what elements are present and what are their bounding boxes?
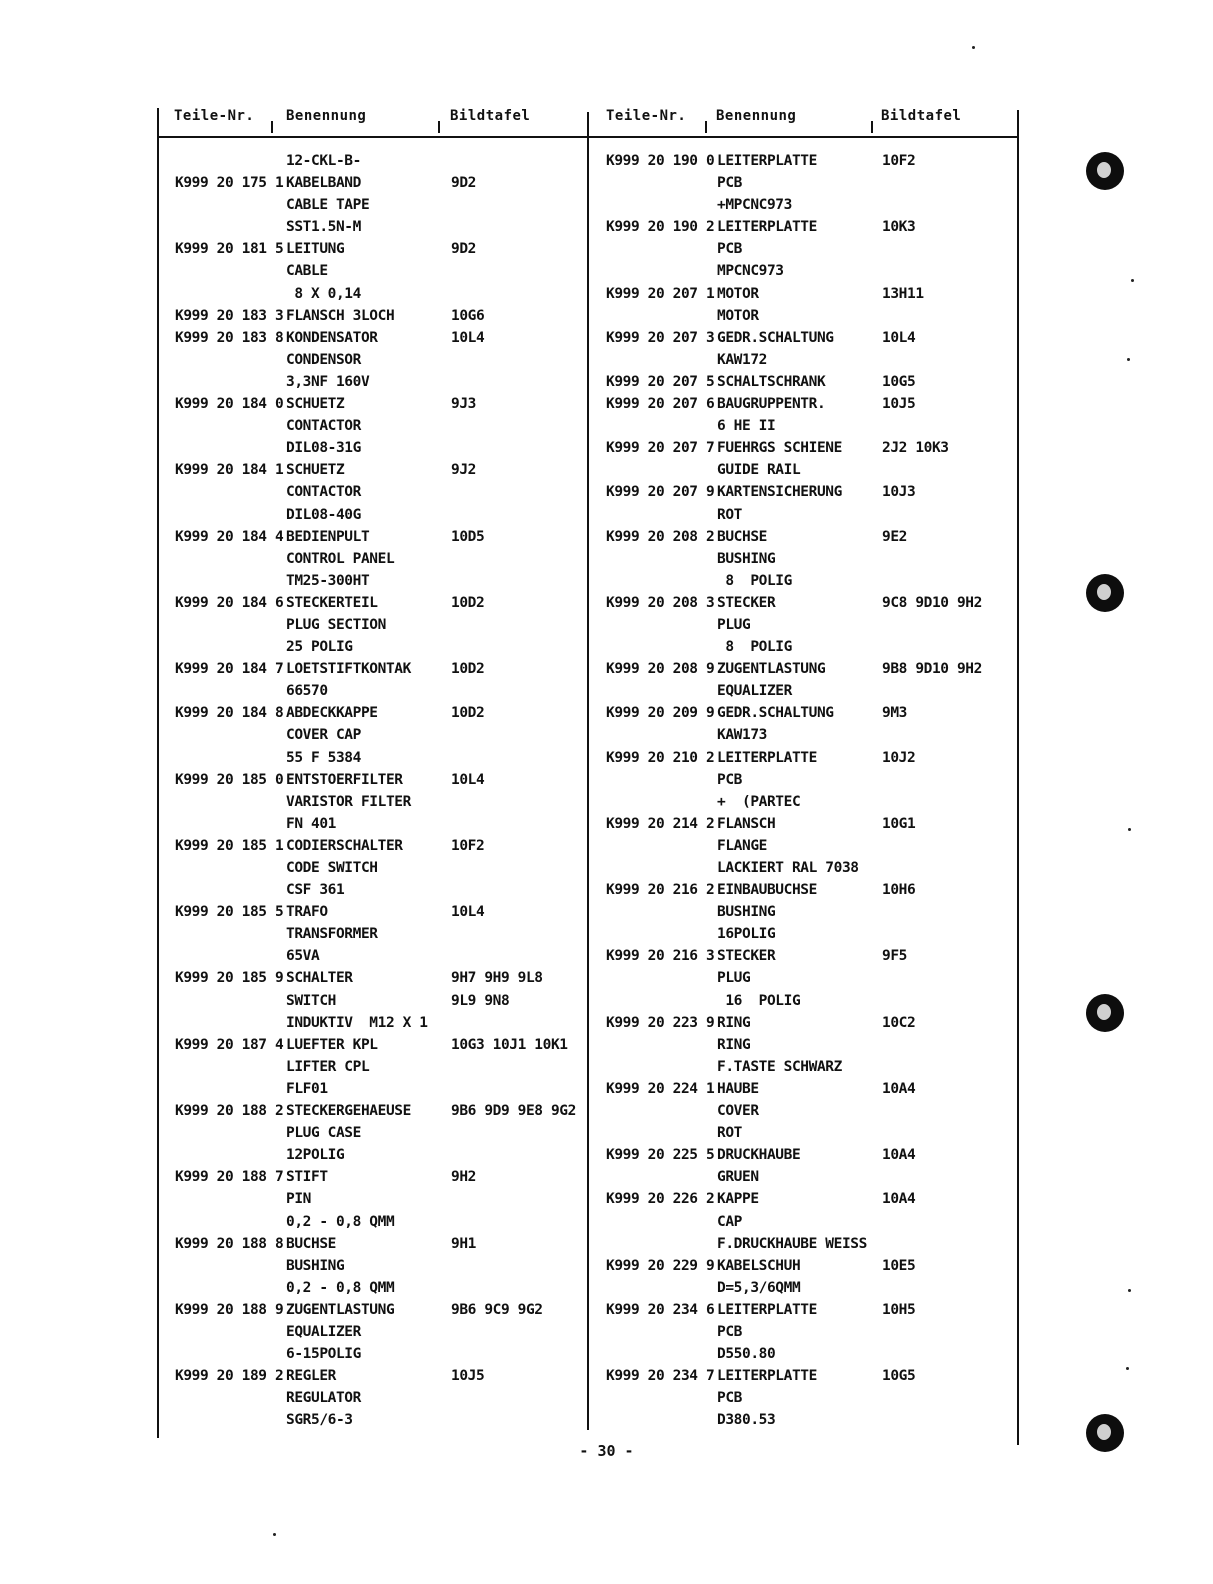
part-name: BUCHSE <box>717 528 767 545</box>
part-name: KABELBAND <box>286 175 361 192</box>
picture-ref: 9B8 9D10 9H2 <box>882 661 982 678</box>
part-name: ENTSTOERFILTER <box>286 771 403 788</box>
part-number: K999 20 223 9 <box>606 1014 715 1031</box>
part-name: 55 F 5384 <box>286 749 361 766</box>
part-number: K999 20 185 0 <box>175 771 284 788</box>
part-name: MOTOR <box>717 285 759 302</box>
part-name: D380.53 <box>717 1412 776 1429</box>
part-number: K999 20 207 5 <box>606 373 715 390</box>
part-name: PLUG CASE <box>286 1125 361 1142</box>
part-name: 6 HE II <box>717 418 776 435</box>
part-name: KAW172 <box>717 351 767 368</box>
part-name: ROT <box>717 506 742 523</box>
part-name: FUEHRGS SCHIENE <box>717 440 842 457</box>
part-name: LEITERPLATTE <box>717 153 817 169</box>
part-name: LOETSTIFTKONTAK <box>286 661 411 678</box>
part-number: K999 20 208 3 <box>606 594 715 611</box>
part-number: K999 20 183 8 <box>175 329 284 346</box>
picture-ref: 10L4 <box>882 329 916 346</box>
part-name: EINBAUBUCHSE <box>717 882 817 899</box>
picture-ref: 9L9 9N8 <box>451 992 510 1009</box>
part-number: K999 20 208 2 <box>606 528 715 545</box>
part-name: STECKERTEIL <box>286 594 378 611</box>
part-name: BUSHING <box>717 904 776 921</box>
picture-ref: 10G5 <box>882 1368 916 1385</box>
part-name: KONDENSATOR <box>286 329 378 346</box>
picture-ref: 10G3 10J1 10K1 <box>451 1036 568 1053</box>
part-number: K999 20 184 7 <box>175 661 284 678</box>
picture-ref: 10D2 <box>451 594 485 611</box>
part-name: 0,2 - 0,8 QMM <box>286 1279 395 1296</box>
part-name: BUCHSE <box>286 1235 336 1252</box>
part-number: K999 20 185 9 <box>175 970 284 987</box>
header-picture: Bildtafel <box>450 108 531 124</box>
part-name: + (PARTEC <box>717 793 801 810</box>
scan-speck <box>1131 279 1134 282</box>
part-name: PLUG SECTION <box>286 616 386 633</box>
picture-ref: 9H2 <box>451 1169 476 1186</box>
part-name: 6-15POLIG <box>286 1346 361 1363</box>
part-number: K999 20 187 4 <box>175 1036 284 1053</box>
part-name: FLANSCH <box>717 815 776 832</box>
picture-ref: 10J2 <box>882 749 916 766</box>
part-name: 8 POLIG <box>717 639 792 656</box>
header-tick <box>705 121 707 133</box>
picture-ref: 9B6 9D9 9E8 9G2 <box>451 1103 576 1120</box>
part-name: CABLE <box>286 263 328 280</box>
scan-speck <box>273 1533 276 1536</box>
part-name: FLANSCH 3LOCH <box>286 307 395 324</box>
right-border-line <box>1017 110 1019 1445</box>
part-number: K999 20 209 9 <box>606 705 715 722</box>
scan-speck <box>972 46 975 49</box>
part-name: D=5,3/6QMM <box>717 1279 801 1296</box>
part-name: BAUGRUPPENTR. <box>717 396 826 413</box>
part-name: REGLER <box>286 1368 336 1385</box>
header-tick <box>871 121 873 133</box>
part-name: CODIERSCHALTER <box>286 837 403 854</box>
left-border-line <box>157 108 159 1438</box>
punch-hole <box>1086 994 1124 1032</box>
part-name: PCB <box>717 241 742 258</box>
picture-ref: 10D2 <box>451 661 485 678</box>
part-name: LIFTER CPL <box>286 1058 370 1075</box>
header-part-no: Teile-Nr. <box>174 108 255 124</box>
part-name: CONTROL PANEL <box>286 550 395 567</box>
part-name: MOTOR <box>717 307 759 324</box>
part-name: SWITCH <box>286 992 336 1009</box>
part-number: K999 20 183 3 <box>175 307 284 324</box>
picture-ref: 9D2 <box>451 175 476 192</box>
part-name: HAUBE <box>717 1080 759 1097</box>
part-name: LEITERPLATTE <box>717 1368 817 1385</box>
part-name: BEDIENPULT <box>286 528 370 545</box>
part-name: PCB <box>717 1323 742 1340</box>
part-number: K999 20 224 1 <box>606 1080 715 1097</box>
part-number: K999 20 175 1 <box>175 175 284 192</box>
picture-ref: 10J5 <box>451 1368 485 1385</box>
picture-ref: 9J3 <box>451 396 476 413</box>
part-name: KABELSCHUH <box>717 1257 801 1274</box>
picture-ref: 9H1 <box>451 1235 476 1252</box>
part-number: K999 20 207 6 <box>606 396 715 413</box>
picture-ref: 10A4 <box>882 1080 916 1097</box>
part-name: GEDR.SCHALTUNG <box>717 329 834 346</box>
part-name: TRAFO <box>286 904 328 921</box>
picture-ref: 13H11 <box>882 285 924 302</box>
part-name: BUSHING <box>717 550 776 567</box>
part-name: SCHALTER <box>286 970 353 987</box>
part-name: PLUG <box>717 616 751 633</box>
part-name: EQUALIZER <box>286 1323 361 1340</box>
part-name: DIL08-40G <box>286 506 361 523</box>
part-name: INDUKTIV M12 X 1 <box>286 1014 428 1031</box>
part-number: K999 20 216 2 <box>606 882 715 899</box>
picture-ref: 10D5 <box>451 528 485 545</box>
picture-ref: 10L4 <box>451 904 485 921</box>
part-number: K999 20 188 8 <box>175 1235 284 1252</box>
part-number: K999 20 207 9 <box>606 484 715 501</box>
picture-ref: 9D2 <box>451 241 476 258</box>
part-name: SST1.5N-M <box>286 219 361 236</box>
part-number: K999 20 184 1 <box>175 462 284 479</box>
picture-ref: 10H6 <box>882 882 916 899</box>
part-name: LACKIERT RAL 7038 <box>717 860 859 876</box>
scan-speck <box>1126 1367 1129 1370</box>
part-name: ZUGENTLASTUNG <box>286 1301 395 1318</box>
part-number: K999 20 207 1 <box>606 285 715 302</box>
part-name: 65VA <box>286 948 320 965</box>
part-number: K999 20 188 2 <box>175 1103 284 1120</box>
part-number: K999 20 181 5 <box>175 241 284 258</box>
part-name: DRUCKHAUBE <box>717 1147 801 1164</box>
picture-ref: 9H7 9H9 9L8 <box>451 970 543 987</box>
part-number: K999 20 190 0 <box>606 153 715 169</box>
part-number: K999 20 225 5 <box>606 1147 715 1164</box>
part-name: GEDR.SCHALTUNG <box>717 705 834 722</box>
header-name: Benennung <box>286 108 367 124</box>
picture-ref: 10L4 <box>451 329 485 346</box>
part-name: D550.80 <box>717 1346 776 1363</box>
part-name: KAW173 <box>717 727 767 744</box>
picture-ref: 10L4 <box>451 771 485 788</box>
part-name: PIN <box>286 1191 311 1208</box>
part-number: K999 20 189 2 <box>175 1368 284 1385</box>
part-name: BUSHING <box>286 1257 345 1274</box>
part-name: LEITERPLATTE <box>717 1301 817 1318</box>
part-number: K999 20 214 2 <box>606 815 715 832</box>
part-name: FLANGE <box>717 837 767 854</box>
part-number: K999 20 184 4 <box>175 528 284 545</box>
part-name: RING <box>717 1036 751 1053</box>
part-name: RING <box>717 1014 751 1031</box>
part-name: SCHUETZ <box>286 462 345 479</box>
part-name: 3,3NF 160V <box>286 373 370 390</box>
part-name: FN 401 <box>286 815 336 832</box>
picture-ref: 10D2 <box>451 705 485 722</box>
part-name: LEITERPLATTE <box>717 219 817 236</box>
scan-speck <box>1128 828 1131 831</box>
part-name: SCHALTSCHRANK <box>717 373 826 390</box>
part-number: K999 20 210 2 <box>606 749 715 766</box>
picture-ref: 9F5 <box>882 948 907 965</box>
part-name: 66570 <box>286 683 328 700</box>
part-name: 25 POLIG <box>286 639 353 656</box>
part-name: DIL08-31G <box>286 440 361 457</box>
part-name: KARTENSICHERUNG <box>717 484 842 501</box>
punch-hole <box>1086 1414 1124 1452</box>
picture-ref: 10G1 <box>882 815 916 832</box>
part-number: K999 20 185 1 <box>175 837 284 854</box>
part-name: CAP <box>717 1213 742 1230</box>
scan-speck <box>1128 1289 1131 1292</box>
header-name: Benennung <box>716 108 797 124</box>
part-name: CSF 361 <box>286 882 345 899</box>
page-number: - 30 - <box>579 1442 634 1460</box>
punch-hole <box>1086 152 1124 190</box>
part-name: 8 X 0,14 <box>286 285 361 302</box>
picture-ref: 2J2 10K3 <box>882 440 949 457</box>
part-number: K999 20 229 9 <box>606 1257 715 1274</box>
part-number: K999 20 188 7 <box>175 1169 284 1186</box>
part-name: PCB <box>717 175 742 192</box>
part-name: REGULATOR <box>286 1390 361 1407</box>
part-name: PCB <box>717 1390 742 1407</box>
part-number: K999 20 184 6 <box>175 594 284 611</box>
part-name: EQUALIZER <box>717 683 792 700</box>
picture-ref: 10J5 <box>882 396 916 413</box>
part-name: STECKER <box>717 948 776 965</box>
part-number: K999 20 190 2 <box>606 219 715 236</box>
part-name: LEITERPLATTE <box>717 749 817 766</box>
part-name: CODE SWITCH <box>286 860 378 876</box>
part-name: FLF01 <box>286 1080 328 1097</box>
part-number: K999 20 208 9 <box>606 661 715 678</box>
header-picture: Bildtafel <box>881 108 962 124</box>
part-name: SGR5/6-3 <box>286 1412 353 1429</box>
scan-speck <box>1127 358 1130 361</box>
part-name: GUIDE RAIL <box>717 462 801 479</box>
part-name: ABDECKKAPPE <box>286 705 378 722</box>
picture-ref: 10F2 <box>451 837 485 854</box>
part-name: COVER <box>717 1103 759 1120</box>
part-name: VARISTOR FILTER <box>286 793 411 810</box>
punch-hole <box>1086 574 1124 612</box>
part-name: TM25-300HT <box>286 572 370 589</box>
part-name: PLUG <box>717 970 751 987</box>
part-number: K999 20 185 5 <box>175 904 284 921</box>
header-part-no: Teile-Nr. <box>606 108 687 124</box>
part-name: 8 POLIG <box>717 572 792 589</box>
picture-ref: 10C2 <box>882 1014 916 1031</box>
picture-ref: 10G6 <box>451 307 485 324</box>
part-name: PCB <box>717 771 742 788</box>
part-name: 0,2 - 0,8 QMM <box>286 1213 395 1230</box>
picture-ref: 9M3 <box>882 705 907 722</box>
picture-ref: 10E5 <box>882 1257 916 1274</box>
part-name: TRANSFORMER <box>286 926 378 943</box>
part-name: F.TASTE SCHWARZ <box>717 1058 842 1075</box>
picture-ref: 10G5 <box>882 373 916 390</box>
part-name: ROT <box>717 1125 742 1142</box>
header-rule-line <box>157 136 1019 138</box>
part-number: K999 20 184 0 <box>175 396 284 413</box>
part-name: CONDENSOR <box>286 351 361 368</box>
picture-ref: 10A4 <box>882 1147 916 1164</box>
part-name: STECKERGEHAEUSE <box>286 1103 411 1120</box>
part-number: K999 20 207 3 <box>606 329 715 346</box>
part-number: K999 20 234 7 <box>606 1368 715 1385</box>
header-tick <box>438 121 440 133</box>
part-name: LUEFTER KPL <box>286 1036 378 1053</box>
part-name: COVER CAP <box>286 727 361 744</box>
part-name: 12-CKL-B- <box>286 153 361 169</box>
part-number: K999 20 188 9 <box>175 1301 284 1318</box>
part-number: K999 20 207 7 <box>606 440 715 457</box>
part-name: KAPPE <box>717 1191 759 1208</box>
picture-ref: 10J3 <box>882 484 916 501</box>
part-name: SCHUETZ <box>286 396 345 413</box>
picture-ref: 9C8 9D10 9H2 <box>882 594 982 611</box>
part-name: F.DRUCKHAUBE WEISS <box>717 1235 867 1252</box>
picture-ref: 9B6 9C9 9G2 <box>451 1301 543 1318</box>
picture-ref: 10H5 <box>882 1301 916 1318</box>
part-name: 12POLIG <box>286 1147 345 1164</box>
part-name: LEITUNG <box>286 241 345 258</box>
part-name: MPCNC973 <box>717 263 784 280</box>
part-name: ZUGENTLASTUNG <box>717 661 826 678</box>
part-name: STECKER <box>717 594 776 611</box>
picture-ref: 9E2 <box>882 528 907 545</box>
header-tick <box>271 121 273 133</box>
center-divider-line <box>587 112 589 1430</box>
part-name: STIFT <box>286 1169 328 1186</box>
part-number: K999 20 226 2 <box>606 1191 715 1208</box>
part-number: K999 20 216 3 <box>606 948 715 965</box>
picture-ref: 10A4 <box>882 1191 916 1208</box>
part-name: +MPCNC973 <box>717 197 792 214</box>
picture-ref: 10F2 <box>882 153 916 169</box>
part-number: K999 20 234 6 <box>606 1301 715 1318</box>
part-name: CONTACTOR <box>286 484 361 501</box>
part-name: CABLE TAPE <box>286 197 370 214</box>
part-number: K999 20 184 8 <box>175 705 284 722</box>
part-name: 16 POLIG <box>717 992 801 1009</box>
picture-ref: 9J2 <box>451 462 476 479</box>
picture-ref: 10K3 <box>882 219 916 236</box>
part-name: GRUEN <box>717 1169 759 1186</box>
part-name: 16POLIG <box>717 926 776 943</box>
part-name: CONTACTOR <box>286 418 361 435</box>
